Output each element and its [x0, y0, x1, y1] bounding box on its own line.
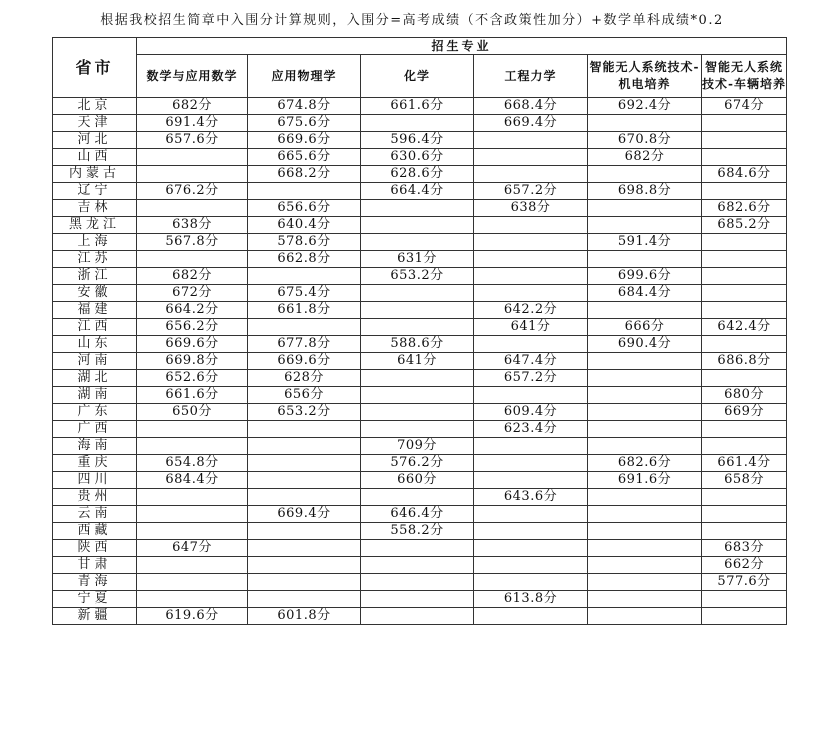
score-cell	[137, 489, 248, 506]
province-cell: 海南	[53, 438, 137, 455]
table-row	[53, 438, 787, 455]
province-cell: 天津	[53, 115, 137, 132]
score-cell	[361, 302, 474, 319]
score-cell	[588, 608, 702, 625]
score-cell: 653.2分	[248, 404, 361, 421]
score-cell: 601.8分	[248, 608, 361, 625]
admission-score-table	[52, 37, 787, 625]
province-cell: 安徽	[53, 285, 137, 302]
province-cell: 浙江	[53, 268, 137, 285]
score-cell: 567.8分	[137, 234, 248, 251]
score-cell	[474, 251, 588, 268]
score-cell	[361, 234, 474, 251]
score-cell	[137, 200, 248, 217]
score-cell: 664.2分	[137, 302, 248, 319]
score-cell: 669.4分	[248, 506, 361, 523]
score-cell: 699.6分	[588, 268, 702, 285]
table-row	[53, 302, 787, 319]
score-cell	[588, 506, 702, 523]
score-cell	[588, 302, 702, 319]
score-cell	[361, 557, 474, 574]
score-cell: 698.8分	[588, 183, 702, 200]
score-cell	[702, 591, 787, 608]
score-cell	[361, 115, 474, 132]
score-cell	[361, 421, 474, 438]
score-cell	[248, 268, 361, 285]
score-cell	[361, 608, 474, 625]
score-cell: 665.6分	[248, 149, 361, 166]
table-row	[53, 319, 787, 336]
score-cell	[474, 387, 588, 404]
score-cell: 692.4分	[588, 98, 702, 115]
score-cell	[361, 200, 474, 217]
score-cell: 623.4分	[474, 421, 588, 438]
score-cell	[137, 421, 248, 438]
province-cell: 吉林	[53, 200, 137, 217]
score-cell: 647分	[137, 540, 248, 557]
score-cell	[588, 489, 702, 506]
major-header: 应用物理学	[248, 55, 361, 98]
score-cell	[361, 591, 474, 608]
score-cell: 674.8分	[248, 98, 361, 115]
score-cell: 669.4分	[474, 115, 588, 132]
province-cell: 上海	[53, 234, 137, 251]
score-cell: 628.6分	[361, 166, 474, 183]
score-cell	[248, 421, 361, 438]
score-cell	[474, 472, 588, 489]
table-row	[53, 285, 787, 302]
score-cell: 662分	[702, 557, 787, 574]
score-cell: 668.2分	[248, 166, 361, 183]
score-cell	[361, 319, 474, 336]
score-cell	[588, 404, 702, 421]
score-cell: 662.8分	[248, 251, 361, 268]
score-cell	[588, 523, 702, 540]
table-row	[53, 115, 787, 132]
table-caption: 根据我校招生简章中入围分计算规则，入围分=高考成绩（不含政策性加分）+数学单科成绩*0.2	[100, 13, 724, 28]
province-cell: 山西	[53, 149, 137, 166]
score-cell: 596.4分	[361, 132, 474, 149]
province-cell: 青海	[53, 574, 137, 591]
score-cell	[248, 455, 361, 472]
score-cell	[248, 438, 361, 455]
score-cell	[248, 183, 361, 200]
score-cell	[588, 353, 702, 370]
table-row	[53, 574, 787, 591]
table-row	[53, 591, 787, 608]
score-cell	[137, 251, 248, 268]
province-cell: 辽宁	[53, 183, 137, 200]
table-row	[53, 200, 787, 217]
score-cell: 675.4分	[248, 285, 361, 302]
score-cell	[474, 557, 588, 574]
score-cell	[361, 574, 474, 591]
major-header: 智能无人系统技术-车辆培养	[702, 55, 787, 98]
table-row	[53, 370, 787, 387]
score-cell	[361, 404, 474, 421]
province-cell: 黑龙江	[53, 217, 137, 234]
score-cell	[248, 574, 361, 591]
score-cell	[474, 234, 588, 251]
score-cell	[248, 472, 361, 489]
score-cell	[474, 217, 588, 234]
province-cell: 内蒙古	[53, 166, 137, 183]
province-cell: 山东	[53, 336, 137, 353]
score-cell: 642.2分	[474, 302, 588, 319]
score-cell	[702, 149, 787, 166]
score-cell: 691.4分	[137, 115, 248, 132]
table-row	[53, 489, 787, 506]
score-cell: 682.6分	[702, 200, 787, 217]
table-row	[53, 557, 787, 574]
score-cell	[474, 132, 588, 149]
score-cell	[588, 217, 702, 234]
table-row	[53, 149, 787, 166]
score-cell: 613.8分	[474, 591, 588, 608]
score-cell	[588, 251, 702, 268]
score-cell: 669.8分	[137, 353, 248, 370]
score-cell	[702, 421, 787, 438]
score-cell	[702, 183, 787, 200]
score-cell	[474, 523, 588, 540]
score-cell: 653.2分	[361, 268, 474, 285]
province-cell: 河南	[53, 353, 137, 370]
score-cell: 619.6分	[137, 608, 248, 625]
score-cell	[361, 285, 474, 302]
score-cell	[137, 506, 248, 523]
province-cell: 江苏	[53, 251, 137, 268]
table-row	[53, 472, 787, 489]
score-cell: 576.2分	[361, 455, 474, 472]
score-cell: 638分	[474, 200, 588, 217]
score-cell: 664.4分	[361, 183, 474, 200]
province-cell: 湖北	[53, 370, 137, 387]
score-cell: 656.6分	[248, 200, 361, 217]
province-cell: 重庆	[53, 455, 137, 472]
score-cell	[588, 387, 702, 404]
score-cell	[474, 540, 588, 557]
score-cell: 680分	[702, 387, 787, 404]
table-row	[53, 353, 787, 370]
score-cell: 677.8分	[248, 336, 361, 353]
score-cell	[702, 251, 787, 268]
table-row	[53, 98, 787, 115]
score-cell	[702, 115, 787, 132]
province-cell: 广西	[53, 421, 137, 438]
major-group-header: 招生专业	[137, 38, 787, 55]
province-cell: 江西	[53, 319, 137, 336]
score-cell	[248, 319, 361, 336]
province-cell: 贵州	[53, 489, 137, 506]
score-cell	[702, 268, 787, 285]
score-cell: 641分	[474, 319, 588, 336]
score-cell: 650分	[137, 404, 248, 421]
score-cell: 666分	[588, 319, 702, 336]
score-cell: 631分	[361, 251, 474, 268]
score-cell	[702, 523, 787, 540]
score-cell	[137, 557, 248, 574]
score-cell: 682分	[588, 149, 702, 166]
score-cell	[588, 166, 702, 183]
score-cell: 578.6分	[248, 234, 361, 251]
score-cell	[702, 489, 787, 506]
score-cell: 588.6分	[361, 336, 474, 353]
score-cell: 686.8分	[702, 353, 787, 370]
score-cell	[588, 115, 702, 132]
score-cell	[474, 149, 588, 166]
score-cell: 577.6分	[702, 574, 787, 591]
score-cell	[474, 506, 588, 523]
score-cell: 669分	[702, 404, 787, 421]
score-cell: 640.4分	[248, 217, 361, 234]
table-body	[53, 98, 787, 625]
score-cell	[137, 166, 248, 183]
score-cell: 661.6分	[137, 387, 248, 404]
score-cell: 669.6分	[248, 353, 361, 370]
score-cell: 682分	[137, 268, 248, 285]
score-cell: 647.4分	[474, 353, 588, 370]
table-row	[53, 523, 787, 540]
score-cell: 638分	[137, 217, 248, 234]
score-cell: 628分	[248, 370, 361, 387]
score-cell: 654.8分	[137, 455, 248, 472]
province-cell: 四川	[53, 472, 137, 489]
score-cell: 656分	[248, 387, 361, 404]
table-row	[53, 251, 787, 268]
score-cell: 591.4分	[588, 234, 702, 251]
score-cell	[588, 574, 702, 591]
table-row	[53, 387, 787, 404]
major-header: 工程力学	[474, 55, 588, 98]
major-header: 智能无人系统技术-机电培养	[588, 55, 702, 98]
score-cell: 709分	[361, 438, 474, 455]
score-cell: 641分	[361, 353, 474, 370]
score-cell	[702, 285, 787, 302]
score-cell: 658分	[702, 472, 787, 489]
score-cell	[137, 591, 248, 608]
table-row	[53, 234, 787, 251]
score-cell: 630.6分	[361, 149, 474, 166]
score-cell	[474, 574, 588, 591]
score-cell	[588, 370, 702, 387]
score-cell	[248, 591, 361, 608]
table-row	[53, 540, 787, 557]
score-cell	[474, 438, 588, 455]
score-cell	[702, 132, 787, 149]
score-cell	[702, 506, 787, 523]
score-cell: 657.2分	[474, 370, 588, 387]
score-cell: 684.4分	[137, 472, 248, 489]
score-cell	[361, 387, 474, 404]
table-row	[53, 268, 787, 285]
score-cell	[702, 302, 787, 319]
score-cell: 690.4分	[588, 336, 702, 353]
score-cell: 661.8分	[248, 302, 361, 319]
score-cell: 676.2分	[137, 183, 248, 200]
score-cell: 558.2分	[361, 523, 474, 540]
table-row	[53, 183, 787, 200]
province-cell: 福建	[53, 302, 137, 319]
score-cell	[474, 455, 588, 472]
score-cell: 660分	[361, 472, 474, 489]
score-cell	[588, 421, 702, 438]
province-cell: 河北	[53, 132, 137, 149]
score-cell	[588, 438, 702, 455]
score-cell: 656.2分	[137, 319, 248, 336]
score-cell	[248, 489, 361, 506]
score-cell: 661.4分	[702, 455, 787, 472]
province-cell: 湖南	[53, 387, 137, 404]
score-cell: 670.8分	[588, 132, 702, 149]
score-cell	[588, 540, 702, 557]
score-cell: 646.4分	[361, 506, 474, 523]
score-cell: 661.6分	[361, 98, 474, 115]
score-cell	[474, 608, 588, 625]
score-cell	[474, 336, 588, 353]
score-cell: 685.2分	[702, 217, 787, 234]
score-cell	[474, 285, 588, 302]
score-cell: 672分	[137, 285, 248, 302]
score-cell	[474, 268, 588, 285]
score-cell	[248, 557, 361, 574]
province-cell: 云南	[53, 506, 137, 523]
score-cell	[361, 540, 474, 557]
table-row	[53, 132, 787, 149]
score-cell: 684.4分	[588, 285, 702, 302]
score-cell	[702, 608, 787, 625]
score-cell	[248, 540, 361, 557]
score-cell: 683分	[702, 540, 787, 557]
score-cell	[702, 370, 787, 387]
score-cell	[137, 438, 248, 455]
score-cell	[248, 523, 361, 540]
score-cell	[474, 166, 588, 183]
score-cell: 652.6分	[137, 370, 248, 387]
score-cell: 657.6分	[137, 132, 248, 149]
province-cell: 新疆	[53, 608, 137, 625]
score-cell: 675.6分	[248, 115, 361, 132]
table-row	[53, 336, 787, 353]
province-cell: 广东	[53, 404, 137, 421]
table-row	[53, 455, 787, 472]
major-header: 数学与应用数学	[137, 55, 248, 98]
table-row	[53, 166, 787, 183]
province-cell: 甘肃	[53, 557, 137, 574]
score-cell	[702, 234, 787, 251]
score-cell	[137, 523, 248, 540]
score-cell: 669.6分	[248, 132, 361, 149]
score-cell: 668.4分	[474, 98, 588, 115]
score-cell	[588, 200, 702, 217]
score-cell: 609.4分	[474, 404, 588, 421]
score-cell	[361, 370, 474, 387]
score-cell	[702, 438, 787, 455]
province-cell: 陕西	[53, 540, 137, 557]
score-cell: 682.6分	[588, 455, 702, 472]
major-header: 化学	[361, 55, 474, 98]
score-cell: 682分	[137, 98, 248, 115]
score-cell: 691.6分	[588, 472, 702, 489]
score-cell: 669.6分	[137, 336, 248, 353]
table-row	[53, 506, 787, 523]
score-cell	[137, 149, 248, 166]
score-cell	[361, 489, 474, 506]
province-cell: 北京	[53, 98, 137, 115]
score-cell	[588, 557, 702, 574]
score-cell: 642.4分	[702, 319, 787, 336]
score-cell: 674分	[702, 98, 787, 115]
score-cell: 643.6分	[474, 489, 588, 506]
table-row	[53, 421, 787, 438]
table-row	[53, 217, 787, 234]
table-row	[53, 404, 787, 421]
score-cell: 657.2分	[474, 183, 588, 200]
province-column-header: 省市	[53, 38, 137, 98]
score-cell	[588, 591, 702, 608]
province-cell: 宁夏	[53, 591, 137, 608]
table-row	[53, 608, 787, 625]
score-cell	[361, 217, 474, 234]
province-cell: 西藏	[53, 523, 137, 540]
score-cell: 684.6分	[702, 166, 787, 183]
score-cell	[702, 336, 787, 353]
score-cell	[137, 574, 248, 591]
